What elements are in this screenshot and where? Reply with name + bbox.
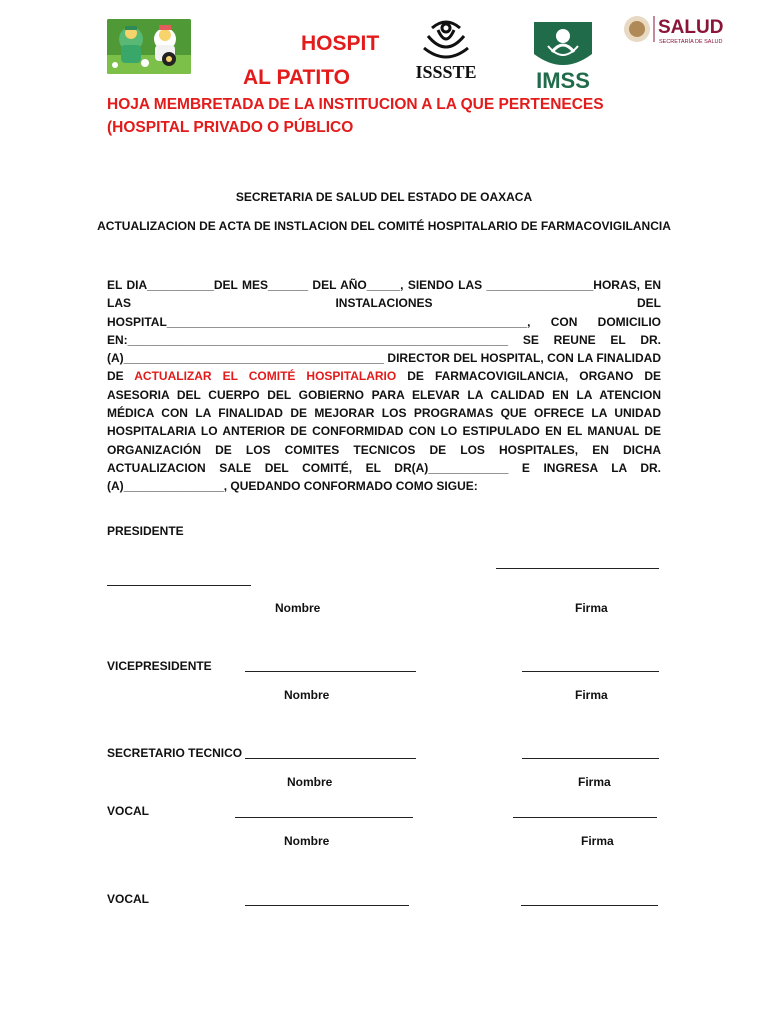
signature-line-secretario-firma[interactable] <box>522 758 659 759</box>
body-highlight: ACTUALIZAR EL COMITÉ HOSPITALARIO <box>134 369 397 384</box>
imss-logo <box>528 18 598 90</box>
document-heading: SECRETARIA DE SALUD DEL ESTADO DE OAXACA <box>235 190 533 204</box>
nombre-label-presidente: Nombre <box>275 601 321 615</box>
role-label-vicepresidente: VICEPRESIDENTE <box>107 659 212 673</box>
role-label-vocal-1: VOCAL <box>107 804 149 818</box>
signature-line-presidente-firma[interactable] <box>496 568 659 569</box>
document-subheading: ACTUALIZACION DE ACTA DE INSTLACION DEL COMITÉ HOSPITALARIO DE FARMACOVIGILANCIA <box>97 219 671 233</box>
signature-line-vocal2-firma[interactable] <box>521 905 658 906</box>
signature-line-secretario-nombre[interactable] <box>245 758 416 759</box>
issste-logo <box>398 14 494 80</box>
role-label-vocal-2: VOCAL <box>107 892 149 906</box>
salud-text: SALUD <box>658 17 724 38</box>
role-label-secretario-tecnico: SECRETARIO TECNICO <box>107 746 243 760</box>
firma-label-presidente: Firma <box>575 601 608 615</box>
body-part2: DE FARMACOVIGILANCIA, ORGANO DE ASESORIA DEL CUERPO DEL GOBIERNO PARA ELEVAR LA CALIDAD EN LA ATENCION MÉDICA CON LA FINALIDAD DE MEJORAR LOS PROGRAMAS QUE OFRECE LA UNIDAD HOSPITALARIA LO ANTERIOR DE CONFORMIDAD CON LO ESTIPULADO EN EL MANUAL DE ORGANIZACIÓN DE LOS COMITES TECNICOS DE LOS HOSPITALES, EN DICHA ACTUALIZACION SALE DEL COMITÉ, EL DR(A)____________ E INGRESA LA DR. (A)_______________, QUEDANDO CONFORMADO COMO SIGUE: <box>107 369 661 494</box>
signature-line-vicepresidente-nombre[interactable] <box>245 671 416 672</box>
nombre-label-vicepresidente: Nombre <box>284 688 330 702</box>
issste-text: ISSSTE <box>415 62 477 80</box>
signature-line-presidente-nombre[interactable] <box>107 585 251 586</box>
hospital-name-line2: AL PATITO <box>243 66 350 89</box>
signature-line-vocal2-nombre[interactable] <box>245 905 409 906</box>
signature-line-vocal1-firma[interactable] <box>513 817 657 818</box>
role-label-presidente: PRESIDENTE <box>107 524 184 538</box>
firma-label-vicepresidente: Firma <box>575 688 608 702</box>
firma-label-secretario: Firma <box>578 775 611 789</box>
firma-label-vocal1: Firma <box>581 834 614 848</box>
nombre-label-vocal1: Nombre <box>284 834 330 848</box>
signature-line-vocal1-nombre[interactable] <box>235 817 413 818</box>
hospital-name-line1: HOSPIT <box>301 32 380 55</box>
body-part1: EL DIA__________DEL MES______ DEL AÑO_____, SIENDO LAS ________________HORAS, EN LAS INSTALACIONES DEL HOSPITAL______________________________________________________, CON DOMICILIO EN:_________________________________________________________ SE REUNE EL DR.(A)_______________________________________ DIRECTOR DEL HOSPITAL, CON LA FINALIDAD DE <box>107 278 661 384</box>
imss-text: IMSS <box>536 68 590 90</box>
signature-line-vicepresidente-firma[interactable] <box>522 671 659 672</box>
header-photo <box>107 19 191 74</box>
nombre-label-secretario: Nombre <box>287 775 333 789</box>
letterhead-note: HOJA MEMBRETADA DE LA INSTITUCION A LA QUE PERTENECES (HOSPITAL PRIVADO O PÚBLICO <box>107 96 604 136</box>
body-paragraph <box>107 276 661 496</box>
salud-logo <box>622 12 742 46</box>
salud-subtext: SECRETARÍA DE SALUD <box>659 39 723 45</box>
